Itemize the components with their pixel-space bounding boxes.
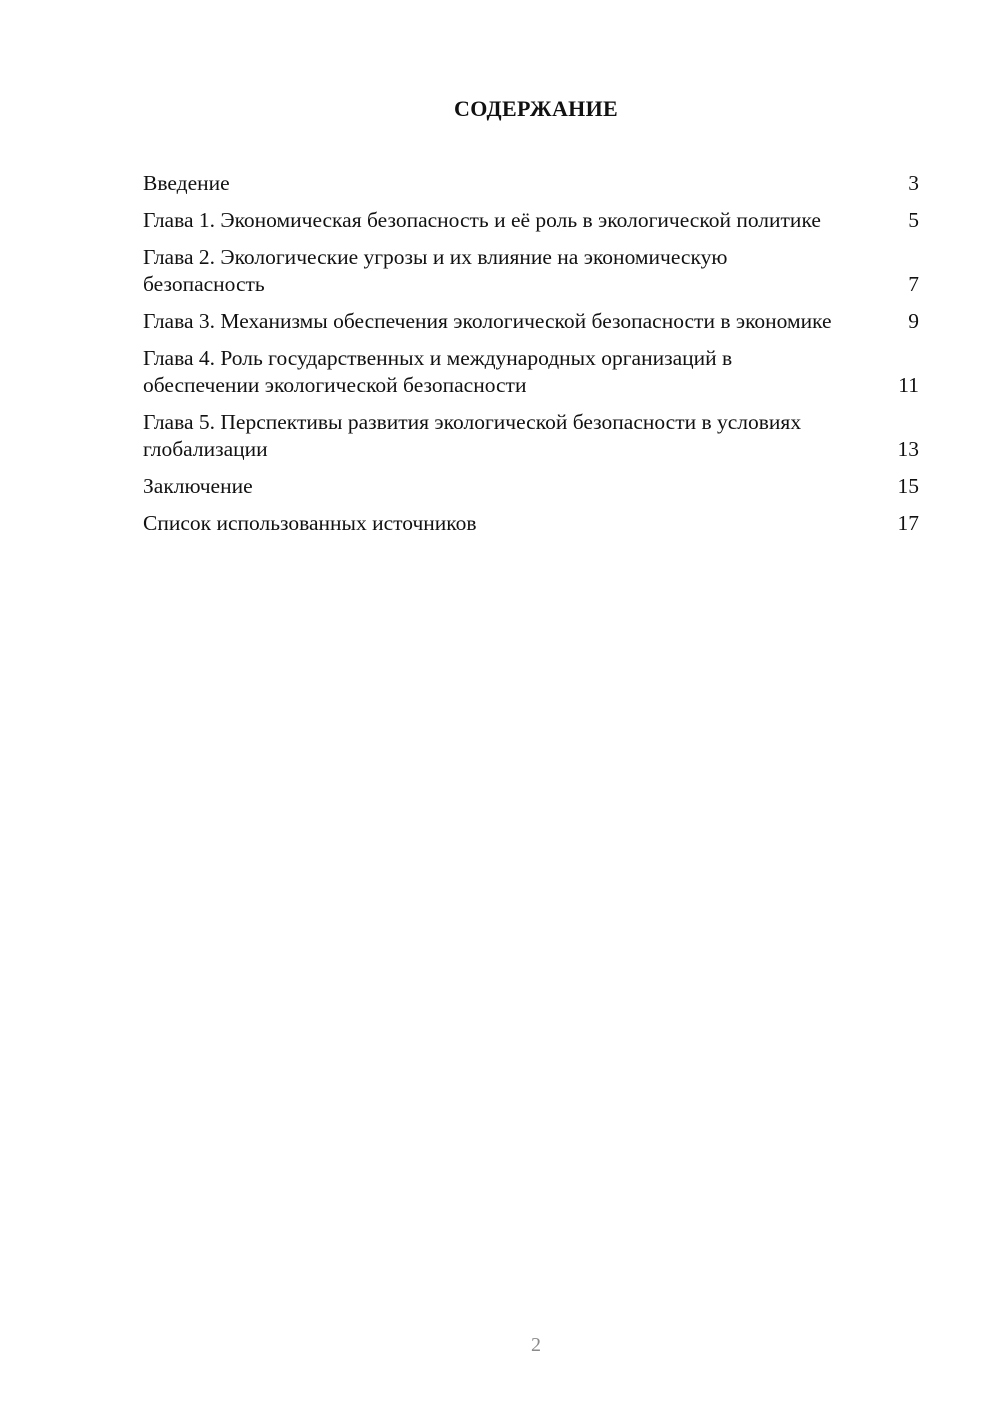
toc-entry-label: Глава 2. Экологические угрозы и их влияние на экономическую безопасность (143, 245, 728, 296)
toc-entry-label: Введение (143, 171, 230, 195)
toc-entry-page: 11 (898, 373, 919, 397)
table-of-contents (143, 170, 919, 547)
toc-entry-page: 5 (908, 208, 919, 232)
toc-entry-label: Глава 5. Перспективы развития экологической безопасности в условиях глобализации (143, 410, 802, 461)
toc-entry-references (143, 510, 919, 537)
toc-entry-chapter-4 (143, 345, 919, 399)
page-number: 2 (531, 1334, 541, 1356)
toc-entry-page: 7 (908, 272, 919, 296)
toc-entry-chapter-3 (143, 308, 919, 335)
toc-entry-label: Заключение (143, 474, 253, 498)
toc-entry-chapter-5 (143, 409, 919, 463)
toc-entry-page: 17 (897, 511, 919, 535)
toc-entry-label: Глава 1. Экономическая безопасность и её роль в экологической политике (143, 208, 821, 232)
toc-entry-chapter-2 (143, 244, 919, 298)
toc-entry-label: Глава 3. Механизмы обеспечения экологической безопасности в экономике (143, 309, 832, 333)
toc-entry-page: 15 (897, 474, 919, 498)
toc-entry-label: Список использованных источников (143, 511, 477, 535)
page-title: СОДЕРЖАНИЕ (454, 96, 618, 121)
toc-entry-page: 3 (908, 171, 919, 195)
toc-entry-page: 9 (908, 309, 919, 333)
toc-entry-label: Глава 4. Роль государственных и международных организаций в обеспечении экологической безопасности (143, 346, 733, 397)
toc-entry-page: 13 (897, 437, 919, 461)
toc-entry-conclusion (143, 473, 919, 500)
toc-entry-introduction (143, 170, 919, 197)
toc-entry-chapter-1 (143, 207, 919, 234)
